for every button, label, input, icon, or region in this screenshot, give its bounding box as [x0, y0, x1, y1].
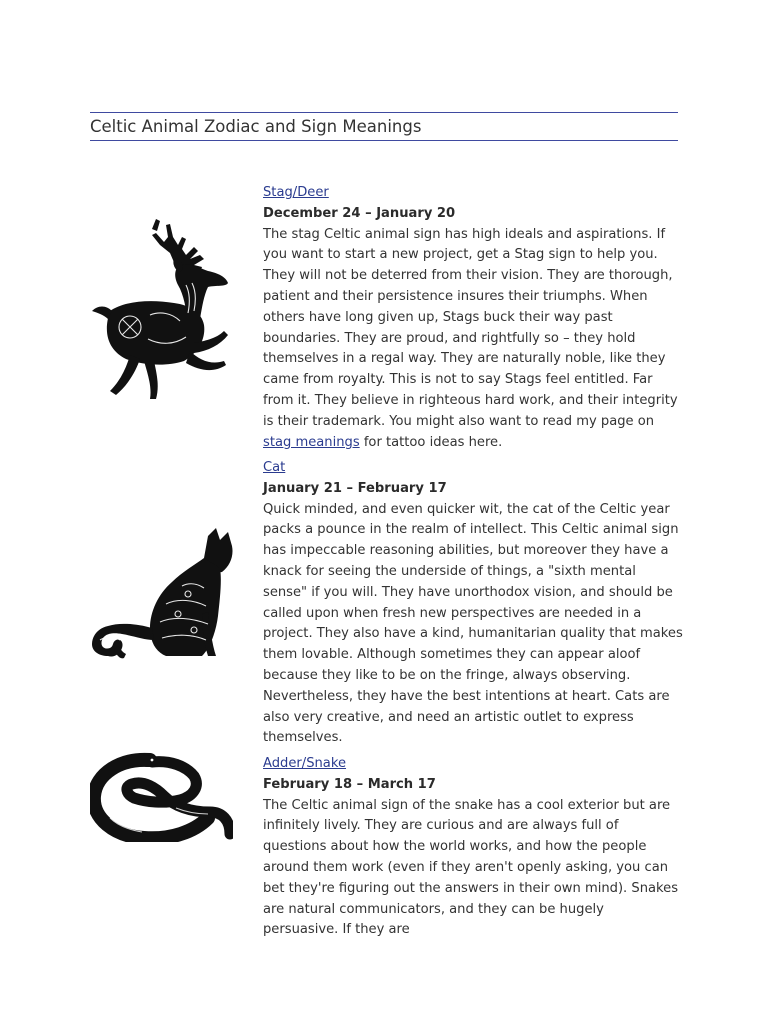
entry-dates-cat: January 21 – February 17	[263, 480, 447, 496]
entry-description-stag-text-end: for tattoo ideas here.	[359, 434, 503, 450]
entry-title-link-stag[interactable]: Stag/Deer	[263, 185, 329, 200]
entry-title-link-cat[interactable]: Cat	[263, 460, 286, 475]
page-header	[90, 112, 678, 141]
stag-image	[90, 215, 233, 401]
page-title: Celtic Animal Zodiac and Sign Meanings	[90, 117, 422, 136]
entry-dates-snake: February 18 – March 17	[263, 776, 436, 792]
entry-stag	[263, 183, 683, 453]
entry-description-cat: Quick minded, and even quicker wit, the cat of the Celtic year packs a pounce in the realm of intellect. This Celtic animal sign has impeccable reasoning abilities, but moreover they have a knack for seeing the underside of things, a "sixth mental sense" if you will. They have unorthodox vision, and should be called upon when fresh new perspectives are needed in a project. They also have a kind, humanitarian quality that makes them lovable. Although sometimes they can appear aloof because they like to be on the fringe, always observing. Nevertheless, they have the best intentions at heart. Cats are also very creative, and need an artistic outlet to express themselves.	[263, 501, 683, 746]
cat-icon	[90, 528, 233, 660]
entry-title-link-snake[interactable]: Adder/Snake	[263, 756, 347, 771]
entry-snake	[263, 754, 683, 941]
stag-icon	[90, 215, 233, 401]
snake-icon	[90, 752, 233, 842]
snake-image	[90, 752, 233, 842]
cat-image	[90, 528, 233, 660]
entry-description-stag-text: The stag Celtic animal sign has high ideals and aspirations. If you want to start a new project, get a Stag sign to help you. They will not be deterred from their vision. They are thorough, patient and their persistence insures their triumphs. When others have long given up, Stags buck their way past boundaries. They are proud, and rightfully so – they hold themselves in a regal way. They are naturally noble, like they came from royalty. This is not to say Stags feel entitled. Far from it. They believe in righteous hard work, and their integrity is their trademark. You might also want to read my page on	[263, 226, 678, 429]
entry-cat	[263, 458, 683, 749]
entry-description-stag	[263, 225, 683, 454]
entry-description-snake: The Celtic animal sign of the snake has a cool exterior but are infinitely lively. They are curious and are always full of questions about how the world works, and how the people around them work (even if they aren't openly asking, you can bet they're figuring out the answers in their own mind). Snakes are natural communicators, and they can be hugely persuasive. If they are	[263, 797, 679, 938]
entry-dates-stag: December 24 – January 20	[263, 205, 456, 221]
stag-meanings-link[interactable]: stag meanings	[263, 434, 360, 450]
